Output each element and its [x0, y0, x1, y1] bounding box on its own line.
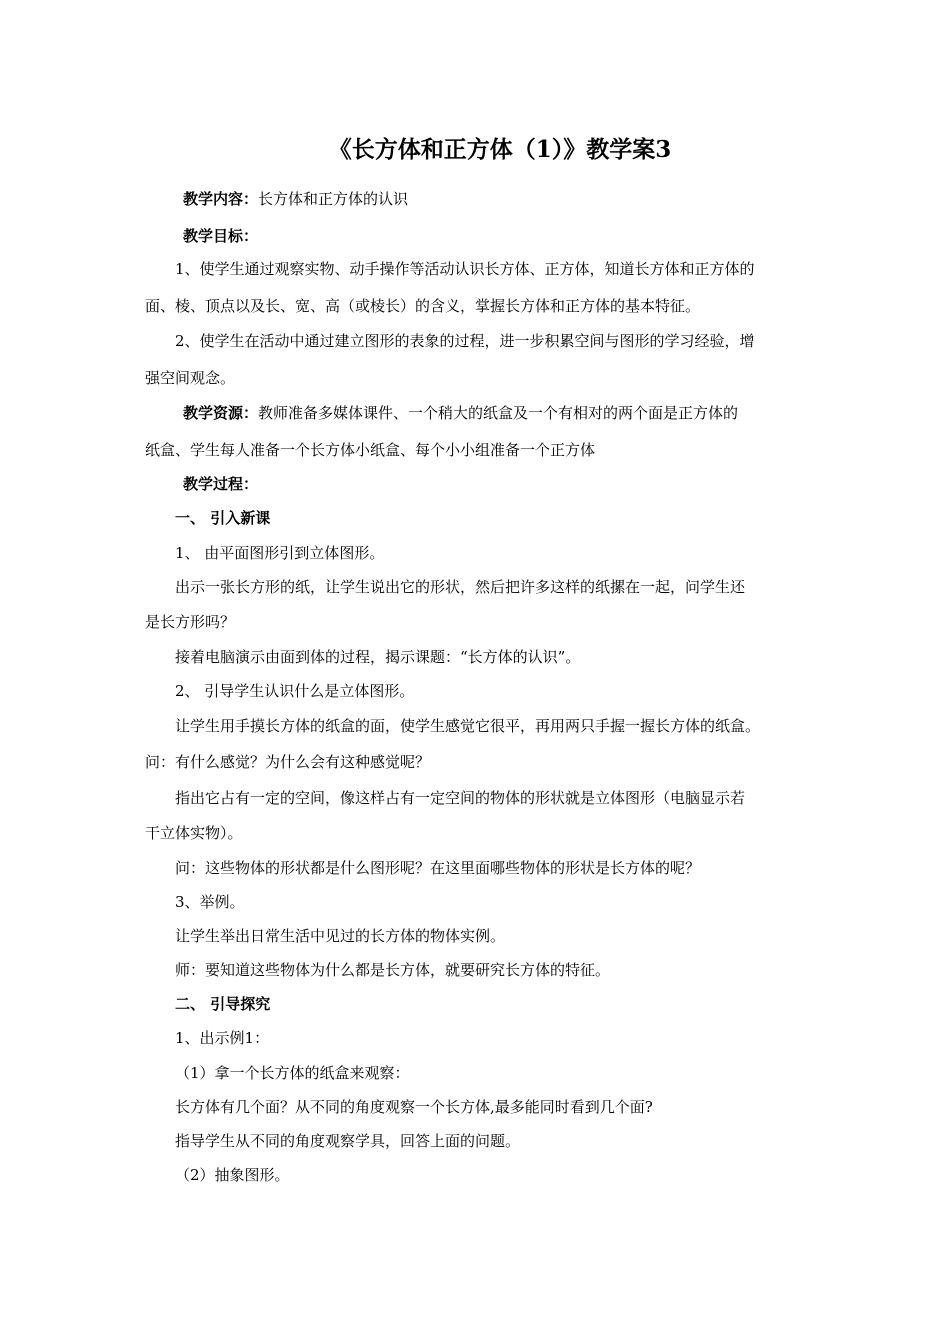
- content-line: [183, 189, 408, 209]
- step-1-2-para-b-line-2: 干立体实物）。: [145, 824, 243, 842]
- step-1-2: 2、 引导学生认识什么是立体图形。: [175, 682, 415, 700]
- step-1-1: 1、 由平面图形引到立体图形。: [175, 544, 385, 562]
- step-2-1-para-c: 指导学生从不同的角度观察学具，回答上面的问题。: [175, 1132, 521, 1150]
- step-1-1-para-a-line-2: 是长方形吗？: [145, 613, 236, 631]
- step-1-1-para-b: 接着电脑演示由面到体的过程，揭示课题：“长方体的认识”。: [175, 648, 581, 666]
- section-2-heading: 二、 引导探究: [175, 995, 271, 1013]
- step-2-2: （2）抽象图形。: [175, 1166, 290, 1184]
- process-label: 教学过程：: [183, 475, 259, 493]
- goal-2-line-1: 2、使学生在活动中通过建立图形的表象的过程，进一步积累空间与图形的学习经验，增: [175, 332, 755, 350]
- section-1-heading: 一、 引入新课: [175, 509, 271, 527]
- step-2-1: 1、出示例1：: [175, 1029, 270, 1047]
- step-1-3-para-a: 让学生举出日常生活中见过的长方体的物体实例。: [175, 927, 506, 945]
- resources-text-1: 教师准备多媒体课件、一个稍大的纸盒及一个有相对的两个面是正方体的: [258, 404, 739, 422]
- resources-label: 教学资源：: [183, 404, 259, 422]
- resources-line-1: [183, 403, 738, 423]
- step-1-3: 3、举例。: [175, 893, 245, 911]
- resources-line-2: 纸盒、学生每人准备一个长方体小纸盒、每个小小组准备一个正方体: [145, 441, 596, 459]
- step-1-2-para-a-line-1: 让学生用手摸长方体的纸盒的面，使学生感觉它很平，再用两只手握一握长方体的纸盒。: [175, 717, 761, 735]
- goal-1-line-1: 1、使学生通过观察实物、动手操作等活动认识长方体、正方体，知道长方体和正方体的: [175, 260, 755, 278]
- step-1-1-para-a-line-1: 出示一张长方形的纸，让学生说出它的形状，然后把许多这样的纸摞在一起，问学生还: [175, 578, 746, 596]
- document-title: 《长方体和正方体（1）》教学案3: [328, 136, 672, 163]
- step-1-2-para-b-line-1: 指出它占有一定的空间，像这样占有一定空间的物体的形状就是立体图形（电脑显示若: [175, 789, 746, 807]
- content-text: 长方体和正方体的认识: [258, 190, 409, 208]
- content-label: 教学内容：: [183, 190, 259, 208]
- goal-2-line-2: 强空间观念。: [145, 369, 236, 387]
- step-2-1-para-b: 长方体有几个面？从不同的角度观察一个长方体,最多能同时看到几个面?: [175, 1098, 653, 1116]
- step-1-2-para-c: 问：这些物体的形状都是什么图形呢？在这里面哪些物体的形状是长方体的呢？: [175, 859, 701, 877]
- goal-1-line-2: 面、棱、顶点以及长、宽、高（或棱长）的含义，掌握长方体和正方体的基本特征。: [145, 297, 701, 315]
- step-2-1-para-a: （1）拿一个长方体的纸盒来观察：: [175, 1064, 410, 1082]
- step-1-3-para-b: 师：要知道这些物体为什么都是长方体，就要研究长方体的特征。: [175, 961, 611, 979]
- goals-label: 教学目标：: [183, 227, 259, 245]
- step-1-2-para-a-line-2: 问：有什么感觉？为什么会有这种感觉呢？: [145, 753, 431, 771]
